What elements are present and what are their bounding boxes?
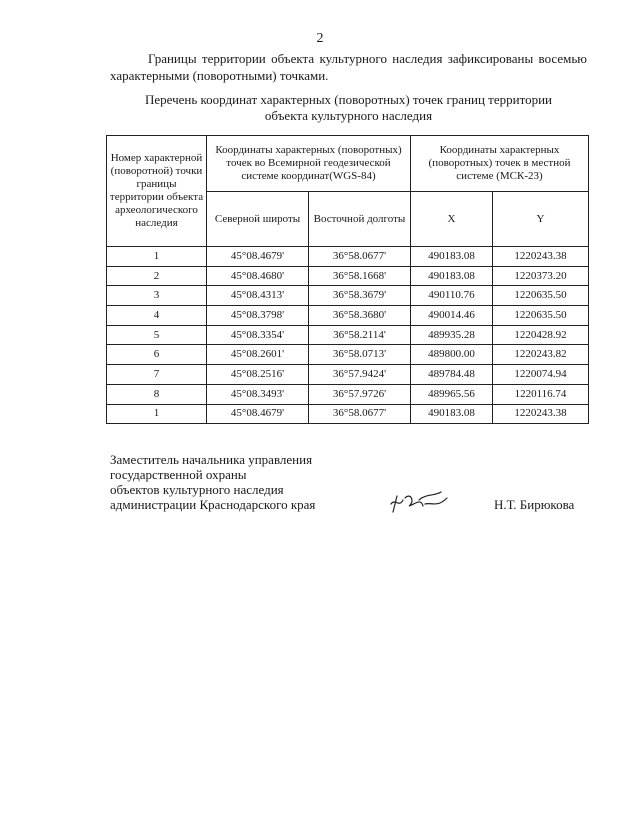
y-cell: 1220243.82: [493, 345, 589, 365]
x-cell: 490014.46: [411, 306, 493, 326]
table-row: [107, 325, 589, 345]
header-y: Y: [493, 192, 589, 247]
y-cell: 1220074.94: [493, 365, 589, 385]
east-lon-cell: 36°58.0677': [309, 404, 411, 424]
signatory-line: государственной охраны: [110, 467, 247, 482]
point-number-cell: 5: [107, 325, 207, 345]
north-lat-cell: 45°08.4313': [207, 286, 309, 306]
signatory-line: объектов культурного наследия: [110, 482, 284, 497]
x-cell: 489965.56: [411, 384, 493, 404]
header-east-lon: Восточной долготы: [309, 192, 411, 247]
y-cell: 1220243.38: [493, 247, 589, 267]
table-body: [107, 247, 589, 424]
east-lon-cell: 36°58.2114': [309, 325, 411, 345]
table-row: [107, 404, 589, 424]
north-lat-cell: 45°08.4679': [207, 404, 309, 424]
signatory-line: администрации Краснодарского края: [110, 497, 316, 512]
north-lat-cell: 45°08.2601': [207, 345, 309, 365]
north-lat-cell: 45°08.4680': [207, 266, 309, 286]
y-cell: 1220428.92: [493, 325, 589, 345]
point-number-cell: 7: [107, 365, 207, 385]
table-row: [107, 306, 589, 326]
x-cell: 489935.28: [411, 325, 493, 345]
north-lat-cell: 45°08.3798': [207, 306, 309, 326]
x-cell: 490183.08: [411, 404, 493, 424]
signatory-line: Заместитель начальника управления: [110, 452, 313, 467]
table-row: [107, 266, 589, 286]
east-lon-cell: 36°58.3679': [309, 286, 411, 306]
y-cell: 1220243.38: [493, 404, 589, 424]
header-wgs-group: Координаты характерных (поворотных) точек во Всемирной геодезической системе координат(WGS-84): [207, 136, 411, 192]
list-title-line-2: объекта культурного наследия: [264, 108, 433, 123]
east-lon-cell: 36°58.0677': [309, 247, 411, 267]
point-number-cell: 3: [107, 286, 207, 306]
handwritten-signature-icon: [385, 486, 455, 518]
x-cell: 489800.00: [411, 345, 493, 365]
point-number-cell: 8: [107, 384, 207, 404]
north-lat-cell: 45°08.3493': [207, 384, 309, 404]
north-lat-cell: 45°08.4679': [207, 247, 309, 267]
y-cell: 1220116.74: [493, 384, 589, 404]
table-row: [107, 384, 589, 404]
point-number-cell: 1: [107, 404, 207, 424]
x-cell: 490183.08: [411, 266, 493, 286]
table-row: [107, 365, 589, 385]
x-cell: 490183.08: [411, 247, 493, 267]
point-number-cell: 4: [107, 306, 207, 326]
east-lon-cell: 36°57.9726': [309, 384, 411, 404]
table-row: [107, 345, 589, 365]
north-lat-cell: 45°08.3354': [207, 325, 309, 345]
point-number-cell: 1: [107, 247, 207, 267]
list-title: [110, 92, 587, 124]
y-cell: 1220373.20: [493, 266, 589, 286]
y-cell: 1220635.50: [493, 286, 589, 306]
header-msk-group: Координаты характерных (поворотных) точек в местной системе (МСК-23): [411, 136, 589, 192]
point-number-cell: 2: [107, 266, 207, 286]
header-north-lat: Северной широты: [207, 192, 309, 247]
signatory-title: [110, 452, 315, 512]
header-point-number: Номер характерной (поворотной) точки границы территории объекта археологического наследия: [107, 136, 207, 247]
signer-name: Н.Т. Бирюкова: [494, 497, 575, 512]
header-x: X: [411, 192, 493, 247]
list-title-line-1: Перечень координат характерных (поворотных) точек границ территории: [144, 92, 553, 107]
y-cell: 1220635.50: [493, 306, 589, 326]
table-row: [107, 286, 589, 306]
east-lon-cell: 36°58.0713': [309, 345, 411, 365]
east-lon-cell: 36°58.1668': [309, 266, 411, 286]
east-lon-cell: 36°57.9424': [309, 365, 411, 385]
x-cell: 489784.48: [411, 365, 493, 385]
table-row: [107, 247, 589, 267]
page-number: 2: [316, 31, 324, 46]
north-lat-cell: 45°08.2516': [207, 365, 309, 385]
coordinates-table: [106, 135, 589, 424]
east-lon-cell: 36°58.3680': [309, 306, 411, 326]
intro-paragraph: Границы территории объекта культурного наследия зафиксированы восемью характерными (поворотными) точками.: [110, 51, 587, 83]
x-cell: 490110.76: [411, 286, 493, 306]
point-number-cell: 6: [107, 345, 207, 365]
